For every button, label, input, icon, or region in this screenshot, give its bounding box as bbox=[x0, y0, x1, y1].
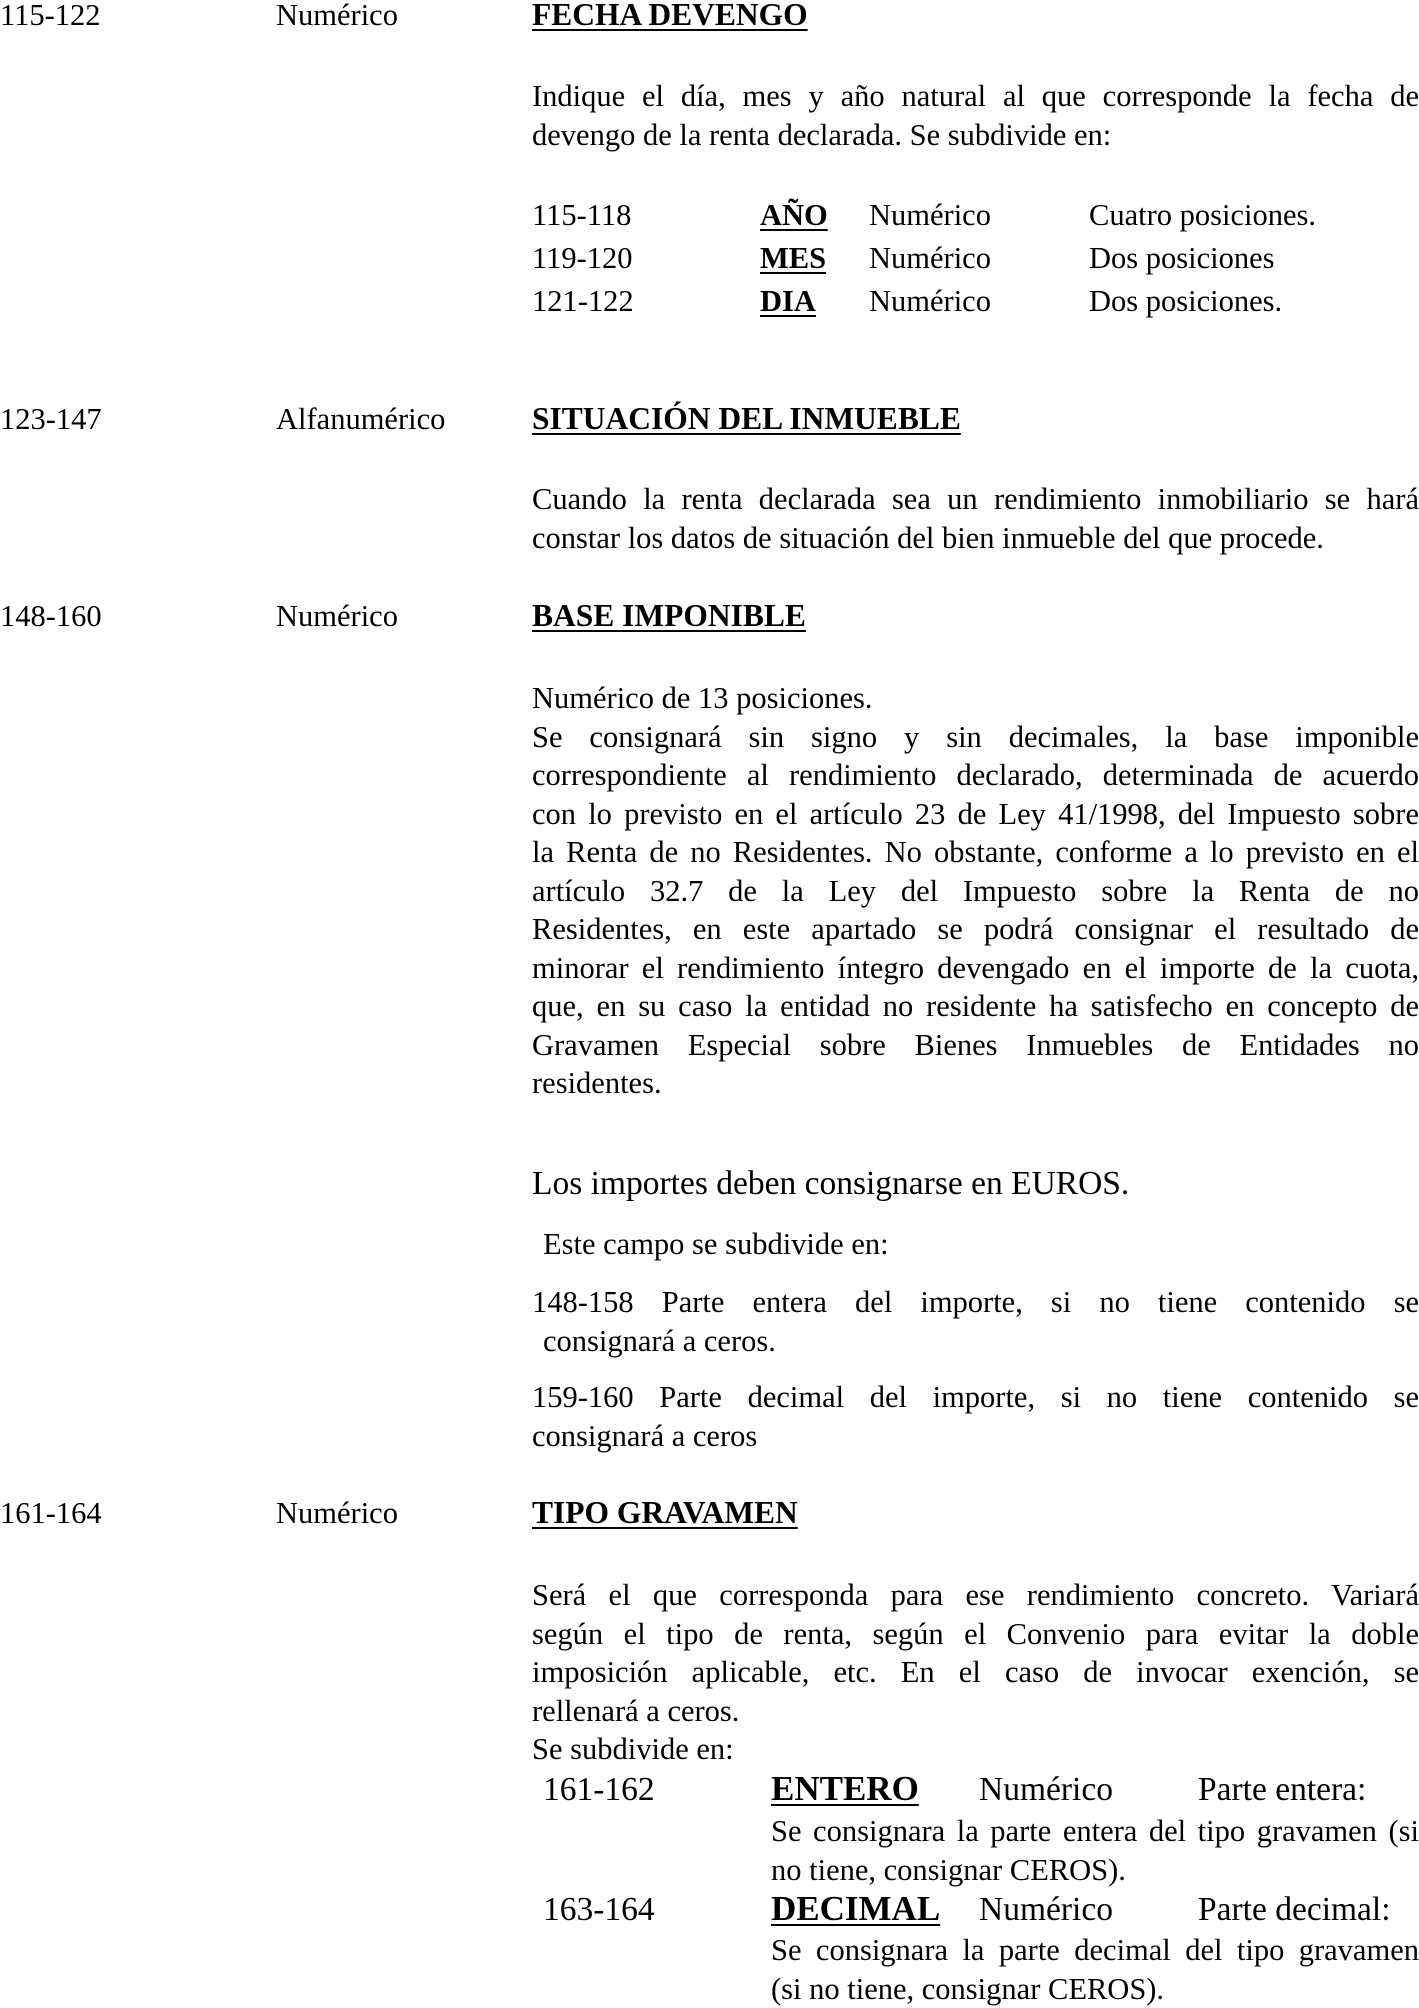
field-position: 148-160 bbox=[0, 599, 102, 633]
subfield-position: 121-122 bbox=[532, 284, 634, 318]
description-line: 159-160 Parte decimal del importe, si no tiene contenido se bbox=[532, 1380, 1419, 1414]
description-line: con lo previsto en el artículo 23 de Ley 41/1998, del Impuesto sobre bbox=[532, 796, 1419, 831]
field-title: TIPO GRAVAMEN bbox=[532, 1495, 798, 1530]
description-line: Se consignará sin signo y sin decimales, la base imponible bbox=[532, 719, 1419, 754]
field-type: Numérico bbox=[276, 0, 398, 32]
description-line: correspondiente al rendimiento declarado, determinada de acuerdo bbox=[532, 758, 1419, 792]
field-position: 123-147 bbox=[0, 402, 102, 436]
description-line: según el tipo de renta, según el Convenio para evitar la doble bbox=[532, 1616, 1419, 1651]
subfield-note: Dos posiciones bbox=[1089, 241, 1275, 275]
subfield-position: 161-162 bbox=[543, 1771, 655, 1808]
subfield-name: DIA bbox=[760, 284, 816, 318]
description-line: Residentes, en este apartado se podrá consignar el resultado de bbox=[532, 912, 1419, 946]
subfield-note: Cuatro posiciones. bbox=[1089, 198, 1317, 232]
description-line: consignará a ceros. bbox=[543, 1323, 776, 1358]
description-line: Numérico de 13 posiciones. bbox=[532, 681, 873, 715]
integer-part-note bbox=[532, 1283, 1419, 1360]
subfield-type: Numérico bbox=[869, 198, 991, 232]
decimal-part-note bbox=[532, 1378, 1419, 1455]
subdivide-label: Se subdivide en: bbox=[532, 1732, 734, 1766]
subfield-name: AÑO bbox=[760, 198, 828, 232]
field-position: 161-164 bbox=[0, 1496, 102, 1530]
subfield-note: Parte decimal: bbox=[1198, 1891, 1391, 1928]
description-line: Cuando la renta declarada sea un rendimiento inmobiliario se hará bbox=[532, 482, 1419, 516]
detail-line: (si no tiene, consignar CEROS). bbox=[771, 1971, 1165, 2006]
description-line: devengo de la renta declarada. Se subdivide en: bbox=[532, 117, 1112, 152]
field-description bbox=[532, 1576, 1419, 1769]
description-line: imposición aplicable, etc. En el caso de invocar exención, se bbox=[532, 1655, 1419, 1689]
description-line: residentes. bbox=[532, 1066, 662, 1100]
subfield-type: Numérico bbox=[869, 241, 991, 275]
subfield-name: ENTERO bbox=[771, 1769, 919, 1808]
description-line: constar los datos de situación del bien inmueble del que procede. bbox=[532, 520, 1324, 555]
detail-line: Se consignara la parte decimal del tipo gravamen bbox=[771, 1933, 1419, 1967]
detail-line: Se consignara la parte entera del tipo gravamen (si bbox=[771, 1814, 1419, 1848]
field-type: Numérico bbox=[276, 599, 398, 633]
subfield-position: 115-118 bbox=[532, 198, 632, 232]
description-line: artículo 32.7 de la Ley del Impuesto sobre la Renta de no bbox=[532, 873, 1419, 908]
description-line: rellenará a ceros. bbox=[532, 1693, 740, 1728]
subfield-position: 163-164 bbox=[543, 1891, 655, 1928]
field-title: FECHA DEVENGO bbox=[532, 0, 808, 32]
description-line: consignará a ceros bbox=[532, 1418, 758, 1453]
field-title: SITUACIÓN DEL INMUEBLE bbox=[532, 401, 961, 436]
field-type: Numérico bbox=[276, 1496, 398, 1530]
subfield-name: MES bbox=[760, 241, 827, 275]
subfield-note: Dos posiciones. bbox=[1089, 284, 1283, 318]
field-title: BASE IMPONIBLE bbox=[532, 598, 806, 633]
field-description bbox=[532, 679, 1419, 1103]
field-description bbox=[532, 77, 1419, 154]
description-line: minorar el rendimiento íntegro devengado en el importe de la cuota, bbox=[532, 950, 1419, 985]
subfield-type: Numérico bbox=[979, 1891, 1113, 1928]
subfield-detail bbox=[771, 1812, 1419, 1889]
detail-line: no tiene, consignar CEROS). bbox=[771, 1852, 1126, 1887]
field-type: Alfanumérico bbox=[276, 402, 446, 436]
subfield-detail bbox=[771, 1931, 1419, 2008]
description-line: que, en su caso la entidad no residente ha satisfecho en concepto de bbox=[532, 989, 1419, 1023]
subfield-type: Numérico bbox=[869, 284, 991, 318]
description-line: Será el que corresponda para ese rendimiento concreto. Variará bbox=[532, 1578, 1419, 1612]
split-note: Este campo se subdivide en: bbox=[543, 1227, 889, 1261]
subfield-position: 119-120 bbox=[532, 241, 633, 275]
subfield-name: DECIMAL bbox=[771, 1889, 941, 1928]
subfield-note: Parte entera: bbox=[1198, 1771, 1367, 1808]
description-line: 148-158 Parte entera del importe, si no tiene contenido se bbox=[532, 1285, 1419, 1319]
field-position: 115-122 bbox=[0, 0, 101, 32]
field-description bbox=[532, 480, 1419, 557]
description-line: Gravamen Especial sobre Bienes Inmuebles de Entidades no bbox=[532, 1027, 1419, 1062]
subfield-type: Numérico bbox=[979, 1771, 1113, 1808]
description-line: la Renta de no Residentes. No obstante, conforme a lo previsto en el bbox=[532, 835, 1419, 869]
currency-note: Los importes deben consignarse en EUROS. bbox=[532, 1165, 1130, 1202]
description-line: Indique el día, mes y año natural al que corresponde la fecha de bbox=[532, 79, 1419, 113]
